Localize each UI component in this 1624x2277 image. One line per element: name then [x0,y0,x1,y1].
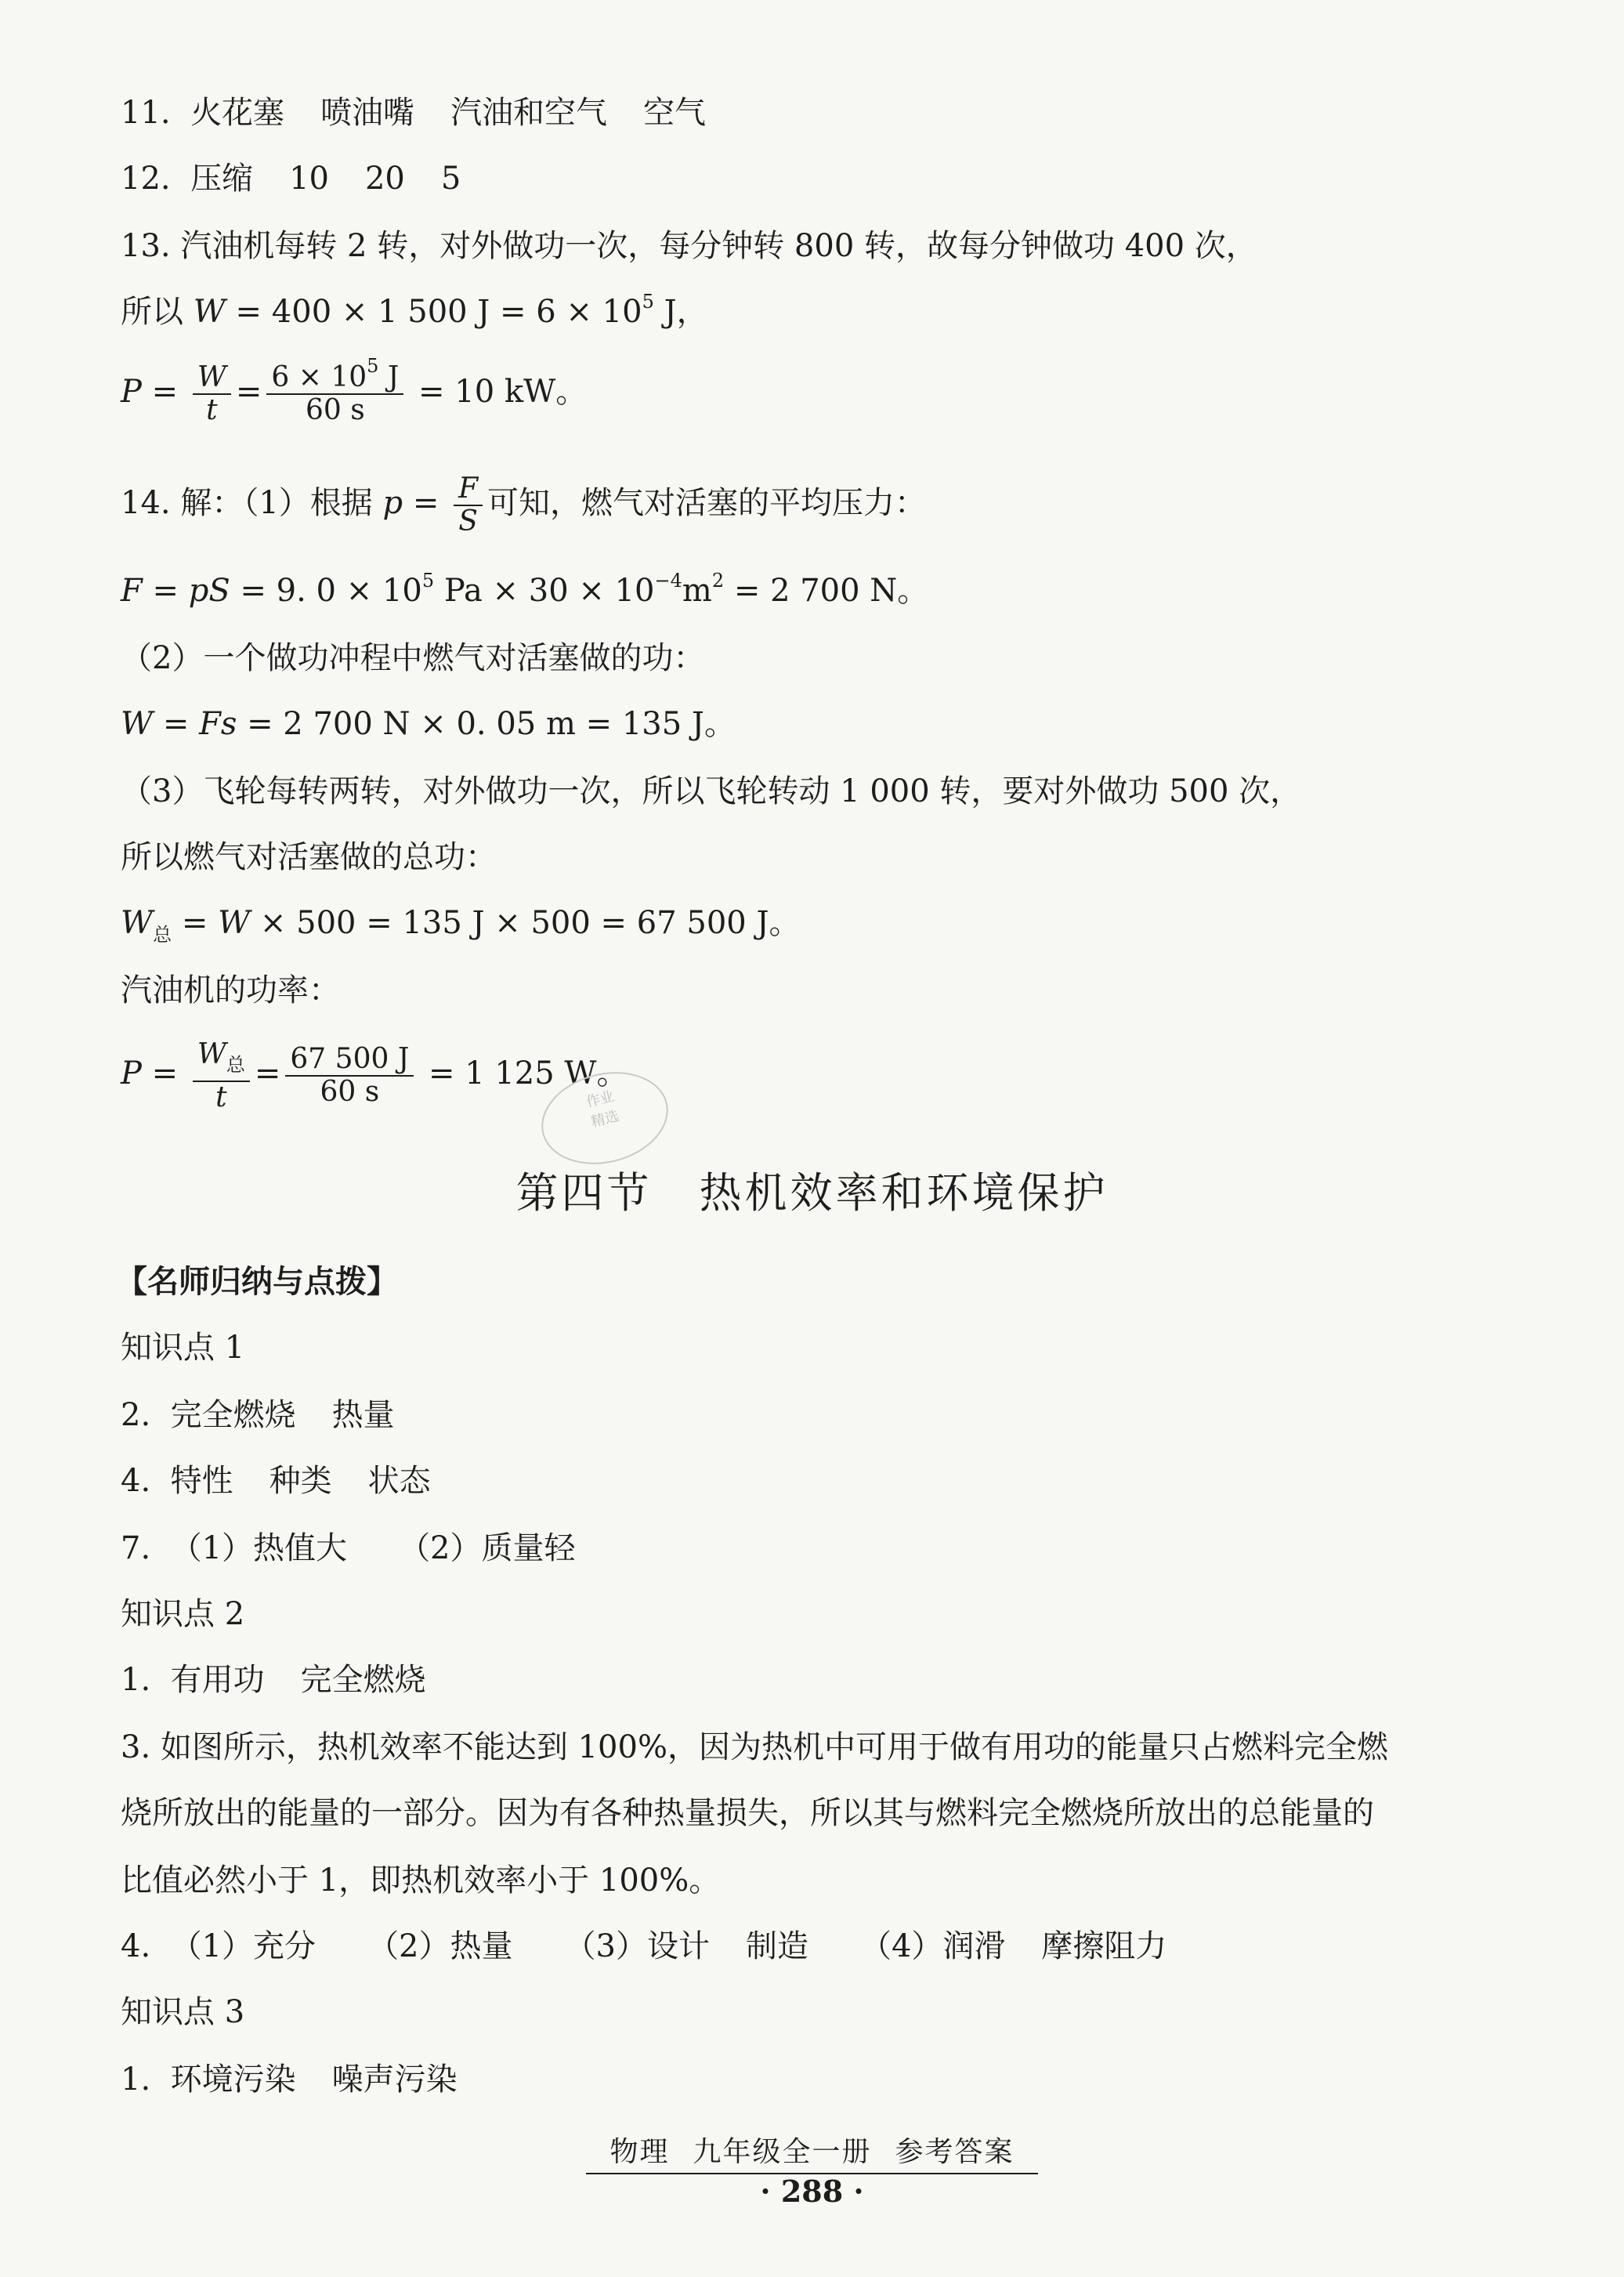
answer-14-power-intro: 汽油机的功率： [121,972,340,1008]
kp3-answer-1: 1. 环境污染 噪声污染 [121,2062,458,2098]
kp1-answer-7: 7. （1）热值大 （2）质量轻 [121,1530,576,1566]
answer-14-force: F = pS = 9. $0 \times 10^5$ $Pa \times 30 \times 10^{-4}m^2 = 2$ 700 N。 [121,570,929,609]
watermark-stamp: 作业 精选 [532,1059,678,1177]
answer-13-line1: 13. 汽油机每转 2 转，对外做功一次，每分钟转 800 转，故每分钟做功 400 次， [121,228,1257,264]
answer-11: 11. 火花塞 喷油嘴 汽油和空气 空气 [121,95,707,131]
knowledge-point-2-title: 知识点 2 [121,1596,245,1632]
kp2-answer-3-line1: 3. 如图所示，热机效率不能达到 100%，因为热机中可用于做有用功的能量只占燃料完全燃 [121,1729,1388,1765]
fraction-total-work-over-t: $\frac{W_总}{t}$ [193,1039,250,1113]
page-number: · 288 · [760,2174,864,2209]
answer-13-line2: 所以 W = 400 × 1 500 $J = 6 \times 10^5$ J， [121,291,708,330]
teacher-summary-heading: 【名师归纳与点拨】 [116,1264,398,1300]
answer-12: 12. 压缩 10 20 5 [121,161,461,197]
answer-14-total-work: $W_总 = W \times 500 = 135$ J × 500 = 67 500 J。 [121,905,801,946]
fraction-w-over-t: $\frac{W}{t}$ [193,362,231,426]
kp2-answer-1: 1. 有用功 完全燃烧 [121,1662,426,1698]
knowledge-point-3-title: 知识点 3 [121,1994,245,2030]
answer-14-line1: 14. 解：（1）根据 p = $\frac{F}{S}$ 可知，燃气对活塞的平均压力： [121,472,927,538]
knowledge-point-1-title: 知识点 1 [121,1330,245,1366]
section-title: 第四节 热机效率和环境保护 [515,1168,1109,1218]
fraction-f-over-s: $\frac{F}{S}$ [454,473,483,538]
kp1-answer-4: 4. 特性 种类 状态 [121,1463,431,1499]
answer-14-part3: （3）飞轮每转两转，对外做功一次，所以飞轮转动 1 000 转，要对外做功 500 次， [121,773,1302,809]
fraction-work-over-time: $\frac{6 \times 10^5 J}{60 s}$ [266,362,403,426]
kp2-answer-4: 4. （1）充分 （2）热量 （3）设计 制造 （4）润滑 摩擦阻力 [121,1928,1167,1964]
answer-14-power-formula: P = $\frac{W_总}{t}$ = $\frac{67 500 J}{60 s}$ = 1 125 W。 [121,1037,628,1113]
answer-13-power-formula: P = $\frac{W}{t}$ = $\frac{6 \times 10^5 J}{60 s}$ = 10 kW。 [121,355,588,426]
kp2-answer-3-line2: 烧所放出的能量的一部分。因为有各种热量损失，所以其与燃料完全燃烧所放出的总能量的 [121,1795,1374,1831]
answer-14-total-work-intro: 所以燃气对活塞做的总功： [121,839,497,875]
answer-14-part2: （2）一个做功冲程中燃气对活塞做的功： [121,640,705,676]
page-footer: 物理 九年级全一册 参考答案 [0,2130,1624,2174]
fraction-67500-over-60: $\frac{67 500 J}{60 s}$ [285,1044,414,1108]
kp1-answer-2: 2. 完全燃烧 热量 [121,1397,395,1433]
kp2-answer-3-line3: 比值必然小于 1，即热机效率小于 100%。 [121,1863,721,1899]
answer-14-work: W = Fs = 2 700 N × 0. 05 m = 135 J。 [121,706,736,742]
